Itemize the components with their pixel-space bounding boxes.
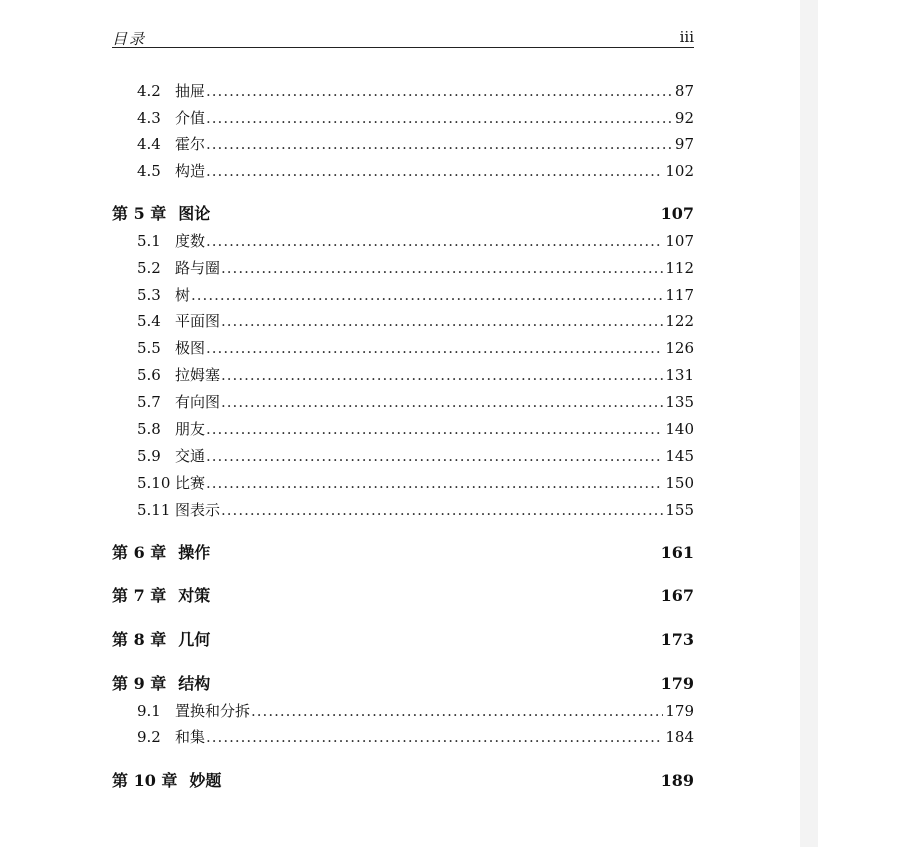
toc-section-number: 5.4 [137, 312, 161, 330]
toc-page-number: 167 [660, 586, 694, 605]
toc-chapter-label: 第 8 章 [112, 630, 167, 649]
toc-section-title: 路与圈 [175, 259, 221, 277]
toc-chapter-title: 几何 [178, 630, 211, 649]
toc-section-number: 5.5 [137, 339, 161, 357]
toc-dot-leader [206, 160, 663, 182]
toc-entry-section[interactable] [112, 133, 694, 155]
toc-section-number: 4.5 [137, 162, 161, 180]
toc-page-number: 155 [665, 501, 694, 519]
toc-section-number: 5.10 [137, 474, 171, 492]
toc-page-number: 117 [665, 286, 694, 304]
toc-entry-section[interactable] [112, 160, 694, 182]
toc-chapter-title: 对策 [178, 586, 211, 605]
toc-chapter-title: 操作 [178, 543, 211, 562]
toc-dot-leader [191, 284, 663, 306]
toc-section-title: 比赛 [175, 474, 206, 492]
toc-entry-section[interactable] [112, 337, 694, 359]
toc-page-number: 126 [665, 339, 694, 357]
toc-dot-leader [206, 418, 663, 440]
toc-entry-section[interactable] [112, 700, 694, 722]
toc-section-number: 5.9 [137, 447, 161, 465]
toc-chapter-label: 第 6 章 [112, 543, 167, 562]
toc-section-number: 5.6 [137, 366, 161, 384]
toc-section-number: 9.2 [137, 728, 161, 746]
toc-page-number: 150 [665, 474, 694, 492]
toc-page-number: 131 [665, 366, 694, 384]
toc-page-number: 107 [660, 204, 694, 223]
toc-entry-section[interactable] [112, 257, 694, 279]
toc-dot-leader [206, 472, 663, 494]
toc-entry-chapter[interactable] [112, 203, 694, 225]
header-title: 目录 [112, 30, 147, 48]
toc-entry-chapter[interactable] [112, 585, 694, 607]
toc-dot-leader [221, 310, 663, 332]
toc-entry-section[interactable] [112, 107, 694, 129]
toc-section-number: 5.2 [137, 259, 161, 277]
toc-page-number: 179 [665, 702, 694, 720]
running-header [112, 27, 694, 48]
toc-section-title: 图表示 [175, 501, 221, 519]
toc-page-number: 173 [660, 630, 694, 649]
toc-dot-leader [206, 337, 663, 359]
toc-entry-chapter[interactable] [112, 629, 694, 651]
toc-section-number: 5.8 [137, 420, 161, 438]
toc-entry-section[interactable] [112, 472, 694, 494]
toc-entry-section[interactable] [112, 230, 694, 252]
toc-chapter-label: 第 10 章 [112, 771, 178, 790]
header-page-number: iii [679, 28, 694, 46]
toc-dot-leader [206, 445, 663, 467]
toc-page-number: 107 [665, 232, 694, 250]
toc-entry-chapter[interactable] [112, 673, 694, 695]
toc-entry-section[interactable] [112, 445, 694, 467]
toc-dot-leader [206, 726, 663, 748]
toc-section-title: 霍尔 [175, 135, 206, 153]
toc-entry-section[interactable] [112, 364, 694, 386]
viewer-scrollbar-gutter[interactable] [800, 0, 818, 847]
toc-section-number: 5.3 [137, 286, 161, 304]
toc-dot-leader [206, 107, 673, 129]
toc-page-number: 145 [665, 447, 694, 465]
toc-section-title: 极图 [175, 339, 206, 357]
toc-page-number: 97 [674, 135, 694, 153]
toc-dot-leader [251, 700, 663, 722]
toc-dot-leader [221, 499, 663, 521]
toc-page-number: 102 [665, 162, 694, 180]
toc-section-title: 置换和分拆 [175, 702, 251, 720]
toc-dot-leader [206, 80, 673, 102]
toc-chapter-title: 结构 [178, 674, 211, 693]
toc-section-title: 度数 [175, 232, 206, 250]
toc-section-number: 5.11 [137, 501, 171, 519]
toc-entry-section[interactable] [112, 310, 694, 332]
toc-chapter-label: 第 7 章 [112, 586, 167, 605]
toc-page-number: 92 [674, 109, 694, 127]
toc-dot-leader [221, 391, 663, 413]
toc-page-number: 87 [674, 82, 694, 100]
toc-section-title: 朋友 [175, 420, 206, 438]
toc-section-number: 5.7 [137, 393, 161, 411]
toc-dot-leader [221, 364, 663, 386]
toc-page-number: 135 [665, 393, 694, 411]
toc-entry-chapter[interactable] [112, 770, 694, 792]
toc-page-number: 161 [660, 543, 694, 562]
toc-section-title: 有向图 [175, 393, 221, 411]
toc-entry-section[interactable] [112, 391, 694, 413]
toc-section-title: 和集 [175, 728, 206, 746]
toc-page-number: 189 [660, 771, 694, 790]
toc-entry-chapter[interactable] [112, 542, 694, 564]
toc-chapter-title: 图论 [178, 204, 211, 223]
toc-page-number: 179 [660, 674, 694, 693]
toc-section-number: 4.3 [137, 109, 161, 127]
toc-section-title: 拉姆塞 [175, 366, 221, 384]
toc-section-title: 平面图 [175, 312, 221, 330]
toc-page-number: 122 [665, 312, 694, 330]
toc-page-number: 112 [665, 259, 694, 277]
toc-entry-section[interactable] [112, 284, 694, 306]
toc-section-number: 4.4 [137, 135, 161, 153]
toc-chapter-label: 第 9 章 [112, 674, 167, 693]
toc-section-title: 抽屉 [175, 82, 206, 100]
toc-section-title: 树 [175, 286, 191, 304]
toc-dot-leader [206, 230, 663, 252]
toc-section-title: 介值 [175, 109, 206, 127]
toc-entry-section[interactable] [112, 499, 694, 521]
toc-chapter-title: 妙题 [189, 771, 222, 790]
toc-dot-leader [221, 257, 663, 279]
toc-section-number: 9.1 [137, 702, 161, 720]
toc-page-number: 184 [665, 728, 694, 746]
toc-entry-section[interactable] [112, 726, 694, 748]
toc-section-number: 4.2 [137, 82, 161, 100]
toc-dot-leader [206, 133, 673, 155]
viewer-background [818, 0, 919, 847]
toc-section-title: 交通 [175, 447, 206, 465]
toc-chapter-label: 第 5 章 [112, 204, 167, 223]
toc-entry-section[interactable] [112, 80, 694, 102]
toc-entry-section[interactable] [112, 418, 694, 440]
toc-section-title: 构造 [175, 162, 206, 180]
toc-page-number: 140 [665, 420, 694, 438]
toc-section-number: 5.1 [137, 232, 161, 250]
